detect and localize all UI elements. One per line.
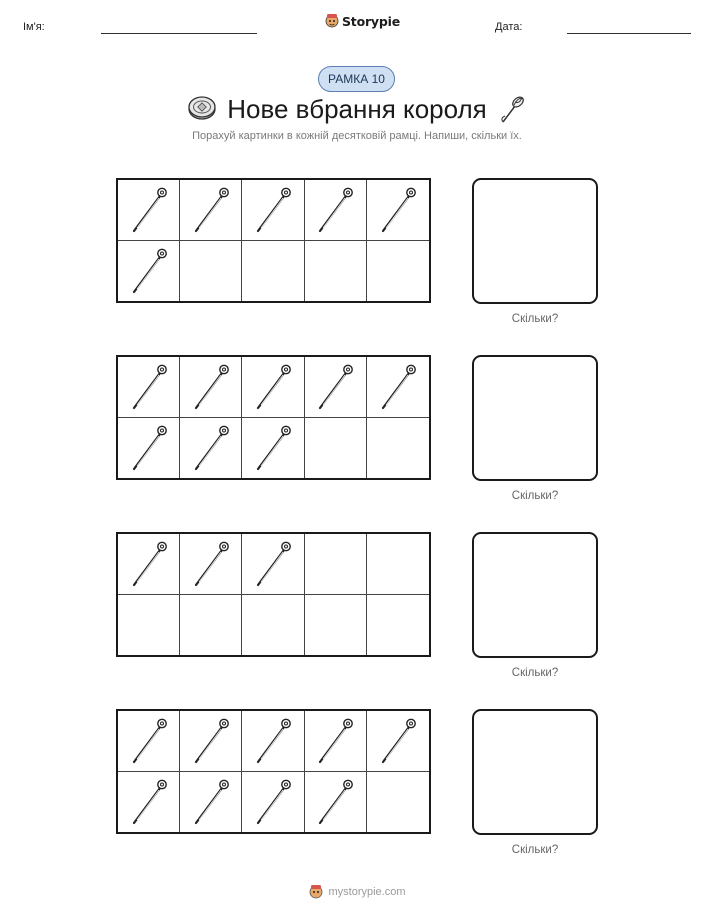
frame-cell bbox=[305, 241, 367, 302]
frame-cell bbox=[180, 711, 242, 772]
needle-icon bbox=[251, 184, 295, 236]
frame-badge: РАМКА 10 bbox=[318, 66, 395, 92]
frame-cell bbox=[118, 772, 180, 833]
needle-icon bbox=[251, 776, 295, 828]
needle-icon bbox=[127, 776, 171, 828]
storypie-mascot-icon bbox=[308, 884, 324, 900]
needle-icon bbox=[376, 715, 420, 767]
needle-icon bbox=[189, 538, 233, 590]
answer-box[interactable] bbox=[472, 178, 598, 304]
needle-icon bbox=[127, 715, 171, 767]
needle-icon bbox=[127, 361, 171, 413]
needle-icon bbox=[189, 715, 233, 767]
frame-cell bbox=[118, 241, 180, 302]
frame-cell bbox=[305, 180, 367, 241]
frame-cell bbox=[242, 534, 304, 595]
answer-label: Скільки? bbox=[511, 490, 559, 502]
frame-cell bbox=[305, 772, 367, 833]
frame-cell bbox=[242, 180, 304, 241]
frame-cell bbox=[367, 418, 429, 479]
title-row bbox=[0, 92, 714, 130]
frame-cell bbox=[242, 241, 304, 302]
ten-frame bbox=[116, 532, 431, 657]
answer-box[interactable] bbox=[472, 355, 598, 481]
needle-icon bbox=[313, 361, 357, 413]
needle-icon bbox=[376, 361, 420, 413]
frame-cell bbox=[118, 595, 180, 656]
page-title: Нове вбрання короля bbox=[227, 94, 487, 124]
frame-cell bbox=[242, 418, 304, 479]
frame-cell bbox=[180, 180, 242, 241]
answer-label: Скільки? bbox=[511, 667, 559, 679]
needle-icon bbox=[251, 361, 295, 413]
name-line[interactable] bbox=[101, 33, 257, 34]
frame-cell bbox=[118, 534, 180, 595]
name-label: Ім'я: bbox=[23, 21, 45, 33]
ten-frame bbox=[116, 355, 431, 480]
frame-cell bbox=[180, 241, 242, 302]
frame-cell bbox=[367, 241, 429, 302]
needle-icon bbox=[127, 422, 171, 474]
frame-cell bbox=[305, 595, 367, 656]
frame-cell bbox=[118, 711, 180, 772]
brand-logo bbox=[325, 13, 400, 29]
frame-cell bbox=[242, 595, 304, 656]
needle-icon bbox=[189, 361, 233, 413]
frame-cell bbox=[118, 180, 180, 241]
answer-box[interactable] bbox=[472, 532, 598, 658]
needle-icon bbox=[313, 184, 357, 236]
storypie-mascot-icon bbox=[325, 13, 339, 29]
needle-icon bbox=[127, 538, 171, 590]
frame-cell bbox=[305, 711, 367, 772]
needle-icon bbox=[189, 184, 233, 236]
answer-label: Скільки? bbox=[511, 844, 559, 856]
frame-cell bbox=[180, 595, 242, 656]
needle-icon bbox=[189, 422, 233, 474]
footer bbox=[0, 884, 714, 900]
frame-cell bbox=[242, 357, 304, 418]
needle-icon bbox=[251, 422, 295, 474]
thread-icon bbox=[497, 92, 529, 126]
frame-cell bbox=[367, 180, 429, 241]
needle-icon bbox=[251, 538, 295, 590]
ten-frame bbox=[116, 709, 431, 834]
frame-cell bbox=[118, 357, 180, 418]
frame-cell bbox=[180, 772, 242, 833]
frame-cell bbox=[367, 595, 429, 656]
frame-cell bbox=[180, 418, 242, 479]
needle-icon bbox=[313, 776, 357, 828]
frame-cell bbox=[305, 357, 367, 418]
answer-label: Скільки? bbox=[511, 313, 559, 325]
frame-cell bbox=[242, 772, 304, 833]
ten-frame bbox=[116, 178, 431, 303]
frame-cell bbox=[367, 711, 429, 772]
frame-cell bbox=[180, 357, 242, 418]
footer-url[interactable]: mystorypie.com bbox=[328, 886, 406, 898]
frame-cell bbox=[367, 357, 429, 418]
needle-icon bbox=[189, 776, 233, 828]
frame-cell bbox=[305, 418, 367, 479]
answer-box[interactable] bbox=[472, 709, 598, 835]
frame-cell bbox=[242, 711, 304, 772]
frame-cell bbox=[180, 534, 242, 595]
instructions: Порахуй картинки в кожній десятковій рамці. Напиши, скільки їх. bbox=[192, 130, 522, 142]
frame-cell bbox=[367, 772, 429, 833]
date-line[interactable] bbox=[567, 33, 691, 34]
needle-icon bbox=[127, 184, 171, 236]
needle-icon bbox=[251, 715, 295, 767]
needle-icon bbox=[376, 184, 420, 236]
brand-name: Storypie bbox=[342, 13, 400, 29]
frame-cell bbox=[367, 534, 429, 595]
needle-icon bbox=[313, 715, 357, 767]
date-label: Дата: bbox=[495, 21, 523, 33]
frame-cell bbox=[118, 418, 180, 479]
frame-cell bbox=[305, 534, 367, 595]
needle-icon bbox=[127, 245, 171, 297]
